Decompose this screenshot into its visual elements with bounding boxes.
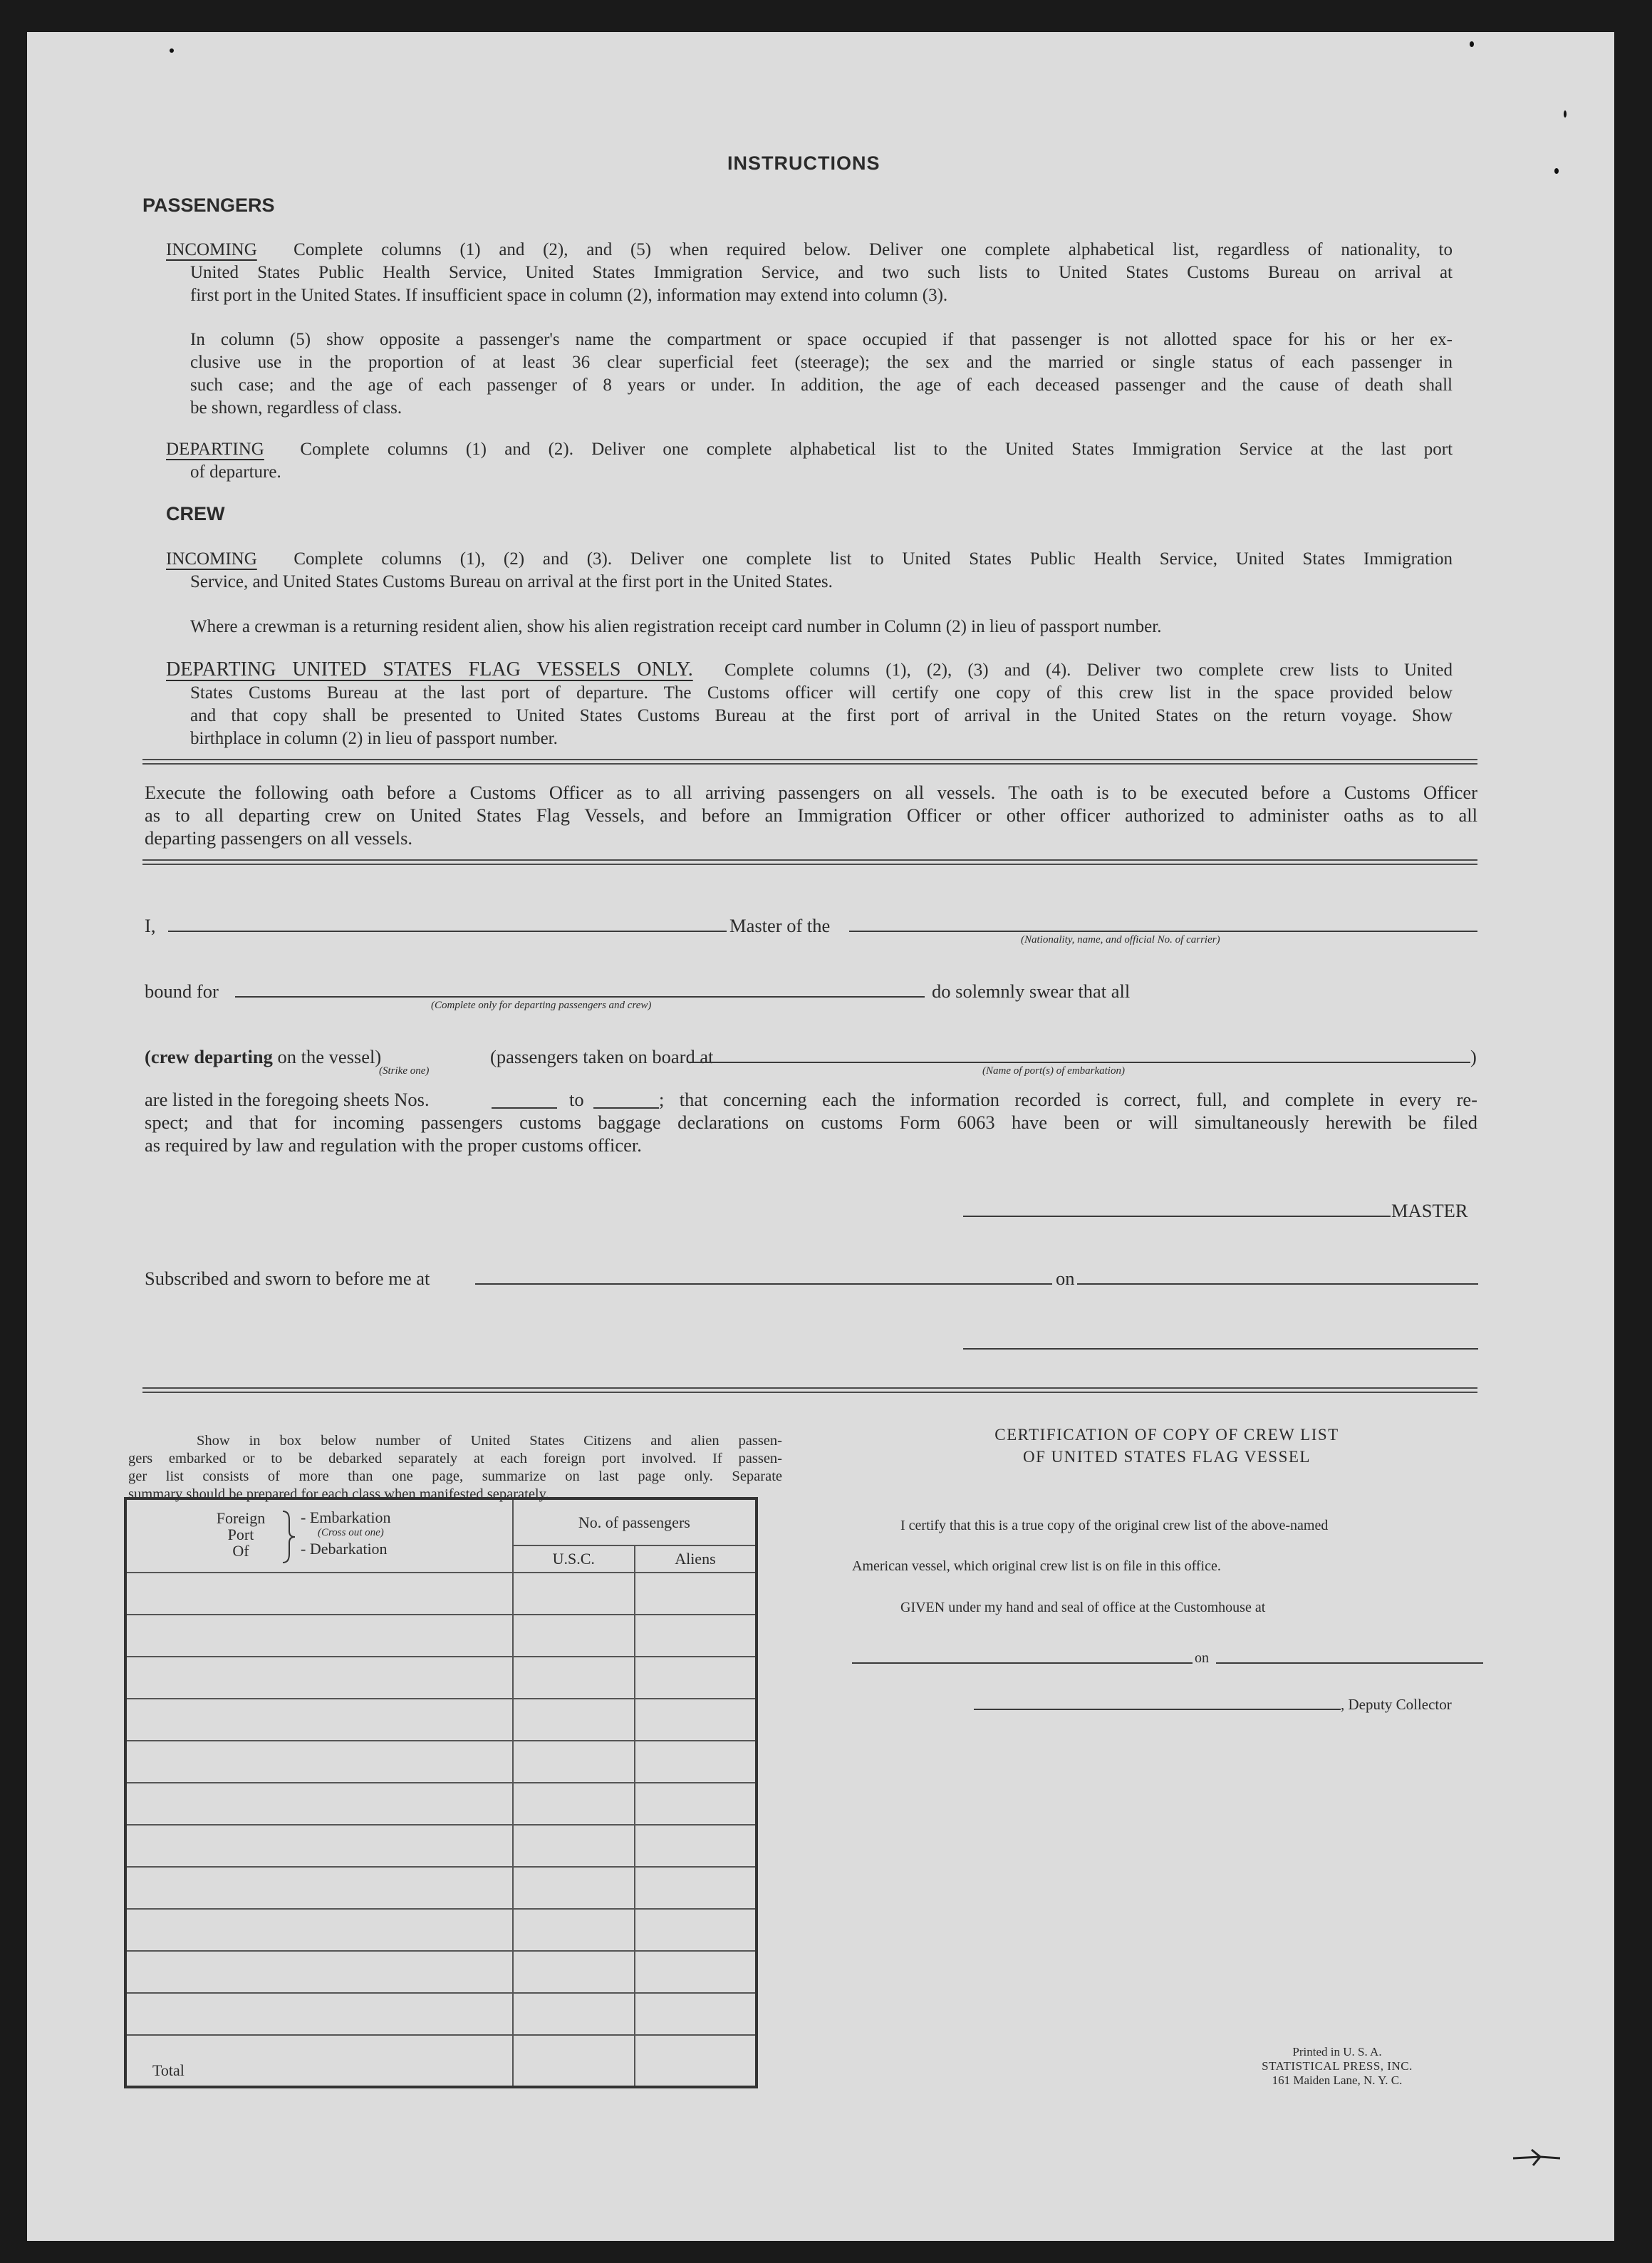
port-cell[interactable] (125, 1699, 513, 1741)
certification-title-line: CERTIFICATION OF COPY OF CREW LIST (994, 1426, 1339, 1444)
certification-title (896, 1424, 1438, 1468)
crew-departing-option[interactable] (145, 1045, 381, 1068)
no-of-passengers-header: No. of passengers (513, 1498, 757, 1545)
instruction-line: first port in the United States. If insufficient space in column (2), information may extend into column (3). (190, 286, 948, 305)
passenger-summary-table (124, 1497, 758, 2088)
printer-imprint (1255, 2045, 1419, 2088)
passengers-incoming-block (166, 239, 1453, 307)
aliens-cell[interactable] (635, 1783, 757, 1825)
listed-first-line (145, 1088, 1477, 1111)
customhouse-field[interactable] (852, 1662, 1193, 1664)
instruction-line: Complete columns (1), (2), (3) and (4). Deliver two complete crew lists to United (724, 661, 1453, 680)
port-cell[interactable] (125, 1867, 513, 1909)
listed-line: as required by law and regulation with the proper customs officer. (145, 1134, 642, 1156)
oath-intro-line: as to all departing crew on United States Flag Vessels, and before an Immigration Officer or other officer authorized to administer oaths as to all (145, 804, 1477, 826)
table-row (125, 1699, 757, 1741)
certification-title-line: OF UNITED STATES FLAG VESSEL (1023, 1448, 1311, 1466)
crewman-note: Where a crewman is a returning resident alien, show his alien registration receipt card number in Column (2) in lieu of passport number. (190, 617, 1162, 636)
instruction-line: States Customs Bureau at the last port of departure. The Customs officer will certify one copy of this crew list in the space provided below (190, 683, 1453, 703)
foreign-port-header (125, 1498, 513, 1573)
master-label: MASTER (1391, 1200, 1468, 1221)
instruction-line: of departure. (190, 462, 281, 482)
listed-line: spect; and that for incoming passengers customs baggage declarations on customs Form 6063 have been or will simultaneously herewith be filed (145, 1112, 1477, 1133)
summary-note-line: ger list consists of more than one page, summarize on last page only. Separate (128, 1469, 782, 1484)
instruction-line: and that copy shall be presented to United States Customs Bureau at the first port of arrival in the United States on the return voyage. Show (190, 706, 1453, 725)
officer-signature-field[interactable] (963, 1348, 1478, 1350)
listed-text: ; that concerning each the information recorded is correct, full, and complete in every re- (659, 1089, 1477, 1110)
aliens-cell[interactable] (635, 1741, 757, 1783)
instruction-line: In column (5) show opposite a passenger's name the compartment or space occupied if that passenger is not allotted space for his or her ex- (190, 330, 1453, 349)
aliens-cell[interactable] (635, 1573, 757, 1615)
instruction-line: clusive use in the proportion of at least 36 clear superficial feet (steerage); the sex and the married or single status of each passenger in (190, 353, 1453, 372)
total-label: Total (152, 2061, 185, 2079)
of-label: Of (232, 1542, 249, 1560)
table-row (125, 1615, 757, 1657)
table-row (125, 1657, 757, 1699)
summary-note (128, 1432, 782, 1503)
usc-cell[interactable] (513, 1615, 635, 1657)
divider (142, 759, 1477, 765)
table-row (125, 1741, 757, 1783)
table-row (125, 1867, 757, 1909)
subscribed-label: Subscribed and sworn to before me at (145, 1268, 430, 1289)
debarkation-label[interactable]: - Debarkation (301, 1540, 388, 1558)
certify-line: American vessel, which original crew list is on file in this office. (852, 1558, 1221, 1574)
instruction-line: Complete columns (1) and (2), and (5) when required below. Deliver one complete alphabetical list, regardless of nationality, to (293, 240, 1453, 259)
brace-icon (281, 1510, 296, 1564)
aliens-cell[interactable] (635, 1657, 757, 1699)
port-cell[interactable] (125, 1825, 513, 1867)
aliens-cell[interactable] (635, 1993, 757, 2035)
departing-label: DEPARTING (166, 440, 264, 459)
port-cell[interactable] (125, 1909, 513, 1951)
cert-on-label: on (1195, 1650, 1209, 1666)
nationality-caption: (Nationality, name, and official No. of carrier) (1021, 934, 1220, 946)
bound-for-field[interactable] (235, 996, 925, 998)
imprint-line: 161 Maiden Lane, N. Y. C. (1272, 2073, 1403, 2087)
summary-note-line: summary should be prepared for each class when manifested separately. (128, 1486, 549, 1502)
speck (1554, 168, 1559, 174)
given-line: GIVEN under my hand and seal of office at the Customhouse at (900, 1600, 1266, 1615)
usc-cell[interactable] (513, 1993, 635, 2035)
subscribed-place-field[interactable] (475, 1283, 1052, 1285)
crew-incoming-block (166, 548, 1453, 594)
usc-cell[interactable] (513, 1573, 635, 1615)
sheet-to-field[interactable] (593, 1107, 659, 1109)
aliens-total-cell[interactable] (635, 2035, 757, 2087)
summary-note-line: Show in box below number of United States Citizens and alien passen- (197, 1433, 782, 1449)
aliens-cell[interactable] (635, 1951, 757, 1993)
aliens-cell[interactable] (635, 1825, 757, 1867)
port-cell[interactable] (125, 1657, 513, 1699)
passengers-taken-label[interactable]: (passengers taken on board at (490, 1046, 714, 1067)
speck (170, 48, 174, 53)
port-label: Port (227, 1526, 254, 1543)
master-name-field[interactable] (168, 931, 727, 932)
port-cell[interactable] (125, 1741, 513, 1783)
aliens-cell[interactable] (635, 1615, 757, 1657)
to-label: to (569, 1089, 584, 1110)
close-paren: ) (1470, 1046, 1477, 1067)
column5-block (190, 328, 1453, 420)
usc-cell[interactable] (513, 1825, 635, 1867)
table-header-row (125, 1498, 757, 1545)
instruction-line: such case; and the age of each passenger of 8 years or under. In addition, the age of each deceased passenger and the cause of death shall (190, 376, 1453, 395)
on-label: on (1056, 1268, 1075, 1289)
pen-mark-icon (1512, 2147, 1562, 2168)
master-of-label: Master of the (729, 915, 831, 936)
incoming-label: INCOMING (166, 549, 257, 569)
listed-lines (145, 1111, 1477, 1156)
imprint-line: STATISTICAL PRESS, INC. (1262, 2059, 1413, 2073)
certify-line: I certify that this is a true copy of the original crew list of the above-named (900, 1518, 1329, 1533)
usc-cell[interactable] (513, 1657, 635, 1699)
usc-cell[interactable] (513, 1951, 635, 1993)
deputy-collector-field[interactable] (974, 1709, 1341, 1710)
usc-cell[interactable] (513, 1867, 635, 1909)
instruction-line: United States Public Health Service, United States Immigration Service, and two such lists to United States Customs Bureau on arrival at (190, 263, 1453, 282)
usc-cell[interactable] (513, 1741, 635, 1783)
instruction-line: birthplace in column (2) in lieu of passport number. (190, 729, 558, 748)
imprint-line: Printed in U. S. A. (1292, 2045, 1382, 2059)
usc-cell[interactable] (513, 1909, 635, 1951)
usc-total-cell[interactable] (513, 2035, 635, 2087)
usc-cell[interactable] (513, 1783, 635, 1825)
crew-departing-block (166, 658, 1453, 750)
passengers-departing-block (166, 438, 1453, 484)
port-cell[interactable] (125, 1993, 513, 2035)
bound-for-caption: (Complete only for departing passengers and crew) (431, 1000, 652, 1011)
oath-intro (145, 781, 1477, 849)
aliens-header: Aliens (635, 1545, 757, 1573)
usc-header: U.S.C. (513, 1545, 635, 1573)
instruction-line: Complete columns (1), (2) and (3). Deliver one complete list to United States Public Health Service, United States Immigration (293, 549, 1453, 569)
speck (1564, 110, 1567, 118)
aliens-cell[interactable] (635, 1699, 757, 1741)
port-cell[interactable] (125, 1783, 513, 1825)
incoming-label: INCOMING (166, 240, 257, 259)
oath-intro-line: Execute the following oath before a Customs Officer as to all arriving passengers on all vessels. The oath is to be executed before a Customs Officer (145, 782, 1477, 803)
table-row (125, 1993, 757, 2035)
port-cell[interactable] (125, 1573, 513, 1615)
instruction-line: Service, and United States Customs Bureau on arrival at the first port in the United States. (190, 572, 833, 591)
crew-departing-label: (crew departing (145, 1046, 273, 1067)
carrier-field[interactable] (849, 931, 1477, 932)
total-label-cell (125, 2035, 513, 2087)
subscribed-date-field[interactable] (1077, 1283, 1478, 1285)
strike-caption: (Strike one) (379, 1065, 430, 1077)
usc-cell[interactable] (513, 1699, 635, 1741)
ports-field[interactable] (688, 1062, 1470, 1063)
divider (142, 1387, 1477, 1393)
aliens-cell[interactable] (635, 1867, 757, 1909)
ports-caption: (Name of port(s) of embarkation) (982, 1065, 1125, 1077)
oath-intro-line: departing passengers on all vessels. (145, 827, 413, 849)
total-row (125, 2035, 757, 2087)
bound-for-label: bound for (145, 980, 219, 1002)
swear-label: do solemnly swear that all (932, 980, 1131, 1002)
cert-date-field[interactable] (1216, 1662, 1483, 1664)
summary-note-line: gers embarked or to be debarked separately at each foreign port involved. If passen- (128, 1451, 782, 1466)
instruction-line: Complete columns (1) and (2). Deliver one complete alphabetical list to the United States Immigration Service at the last port (300, 440, 1453, 459)
port-cell[interactable] (125, 1615, 513, 1657)
master-signature-field[interactable] (963, 1216, 1391, 1217)
instructions-heading: INSTRUCTIONS (727, 152, 880, 174)
listed-text: are listed in the foregoing sheets Nos. (145, 1089, 430, 1110)
instruction-line: be shown, regardless of class. (190, 398, 402, 418)
passengers-heading: PASSENGERS (142, 195, 275, 216)
sheet-from-field[interactable] (492, 1107, 557, 1109)
embarkation-label[interactable]: - Embarkation (301, 1508, 391, 1526)
table-row (125, 1573, 757, 1615)
deputy-collector-label: , Deputy Collector (1341, 1696, 1452, 1713)
table-row (125, 1825, 757, 1867)
cross-out-caption: (Cross out one) (318, 1527, 384, 1538)
departing-flag-label: DEPARTING UNITED STATES FLAG VESSELS ONLY. (166, 658, 693, 680)
aliens-cell[interactable] (635, 1909, 757, 1951)
port-cell[interactable] (125, 1951, 513, 1993)
on-vessel-label: on the vessel) (277, 1046, 382, 1067)
foreign-label: Foreign (216, 1509, 266, 1527)
speck (1470, 41, 1474, 47)
table-row (125, 1951, 757, 1993)
crew-heading: CREW (166, 503, 225, 524)
table-row (125, 1783, 757, 1825)
i-label: I, (145, 915, 156, 936)
table-row (125, 1909, 757, 1951)
divider (142, 859, 1477, 865)
